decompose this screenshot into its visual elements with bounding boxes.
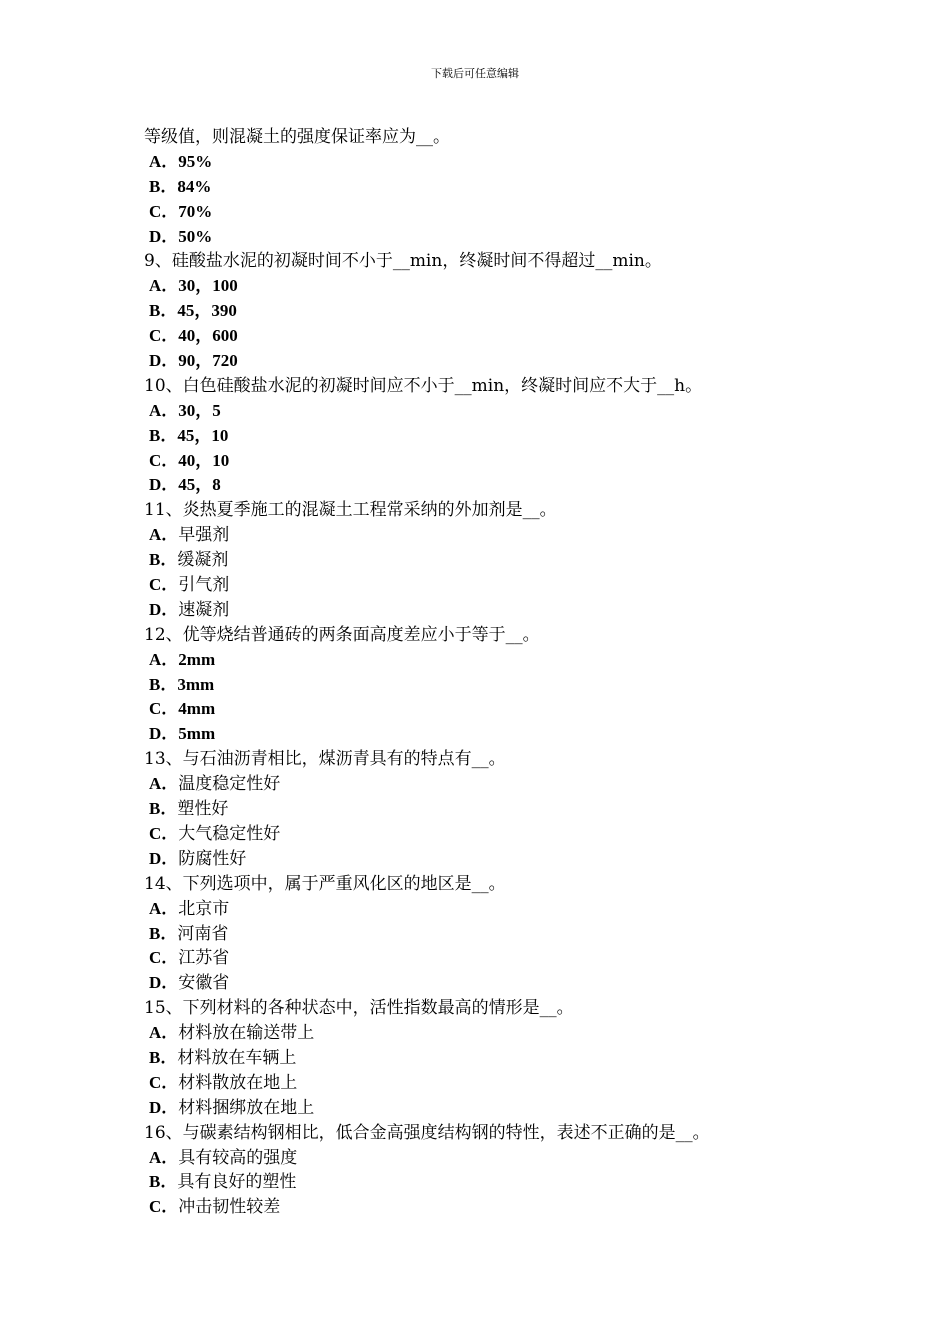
option-line: B．具有良好的塑性 (149, 1172, 297, 1193)
option-line: A．30，100 (149, 276, 238, 296)
option-line: B．材料放在车辆上 (149, 1047, 297, 1068)
question-line: 15、下列材料的各种状态中，活性指数最高的情形是__。 (144, 998, 574, 1019)
option-line: C．4mm (149, 699, 216, 719)
question-line: 16、与碳素结构钢相比，低合金高强度结构钢的特性，表述不正确的是__。 (144, 1122, 710, 1143)
option-line: B．84% (149, 176, 212, 196)
option-line: B．45，10 (149, 425, 229, 445)
option-line: D．50% (149, 226, 213, 246)
question-line: 12、优等烧结普通砖的两条面高度差应小于等于__。 (144, 624, 540, 645)
option-line: A．材料放在输送带上 (149, 1023, 315, 1044)
option-line: B．河南省 (149, 923, 229, 944)
option-line: A．温度稳定性好 (149, 774, 281, 795)
option-line: C．冲击韧性较差 (149, 1197, 281, 1218)
option-line: C．材料散放在地上 (149, 1072, 298, 1093)
question-line: 11、炎热夏季施工的混凝土工程常采纳的外加剂是__。 (144, 500, 557, 521)
question-line: 等级值，则混凝土的强度保证率应为__。 (144, 127, 450, 147)
question-line: 14、下列选项中，属于严重风化区的地区是__。 (144, 873, 506, 894)
option-line: A．早强剂 (149, 525, 230, 546)
option-line: A．2mm (149, 649, 216, 669)
option-line: D．安徽省 (149, 973, 230, 994)
option-line: B．45，390 (149, 301, 237, 321)
option-line: C．70% (149, 201, 213, 221)
question-line: 9、硅酸盐水泥的初凝时间不小于__min，终凝时间不得超过__min。 (144, 251, 662, 272)
option-line: A．30，5 (149, 400, 221, 420)
option-line: D．90，720 (149, 351, 238, 371)
option-line: D．速凝剂 (149, 599, 230, 620)
option-line: A．95% (149, 151, 213, 171)
option-line: D．5mm (149, 724, 216, 744)
option-line: A．具有较高的强度 (149, 1147, 298, 1168)
question-line: 13、与石油沥青相比，煤沥青具有的特点有__。 (144, 749, 506, 770)
option-line: B．塑性好 (149, 799, 229, 820)
option-line: D．材料捆绑放在地上 (149, 1097, 315, 1118)
option-line: C．40，10 (149, 450, 230, 470)
option-line: D．45，8 (149, 475, 221, 495)
option-line: A．北京市 (149, 898, 230, 919)
question-line: 10、白色硅酸盐水泥的初凝时间应不小于__min，终凝时间应不大于__h。 (144, 375, 703, 396)
option-line: C．江苏省 (149, 948, 230, 969)
option-line: B．3mm (149, 674, 215, 694)
option-line: C．引气剂 (149, 575, 230, 596)
option-line: C．40，600 (149, 326, 238, 346)
option-line: B．缓凝剂 (149, 550, 229, 571)
document-body (144, 125, 844, 1220)
page-header: 下载后可任意编辑 (431, 67, 519, 80)
option-line: D．防腐性好 (149, 848, 247, 869)
option-line: C．大气稳定性好 (149, 823, 281, 844)
